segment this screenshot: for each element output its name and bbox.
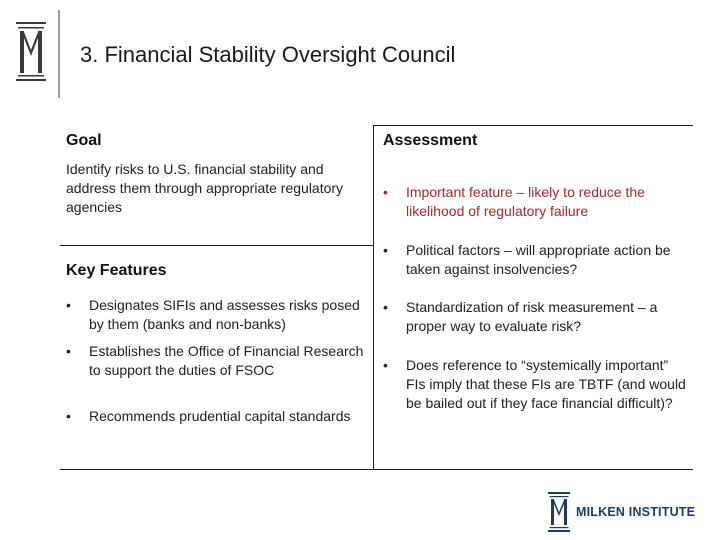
table-top-rule	[373, 125, 693, 126]
assessment-text: Does reference to “systemically important” FIs imply that these FIs are TBTF (and would be bailed out if they face financial difficult)?	[406, 357, 686, 411]
milken-logo-icon	[16, 22, 46, 82]
bullet-glyph: •	[66, 343, 71, 359]
bullet-glyph: •	[66, 408, 71, 424]
goal-text: Identify risks to U.S. financial stability and address them through appropriate regulatory agencies	[66, 161, 344, 215]
bullet-glyph: •	[383, 242, 388, 258]
assessment-item	[383, 356, 688, 413]
table-column-divider	[373, 125, 374, 469]
bullet-glyph: •	[383, 184, 388, 200]
feature-text: Designates SIFIs and assesses risks posed by them (banks and non-banks)	[89, 297, 360, 332]
feature-text: Establishes the Office of Financial Research to support the duties of FSOC	[89, 343, 364, 378]
feature-text: Recommends prudential capital standards	[89, 408, 351, 424]
assessment-text: Political factors – will appropriate action be taken against insolvencies?	[406, 242, 671, 277]
goal-heading: Goal	[66, 132, 102, 149]
assessment-item	[383, 183, 688, 221]
left-section-divider	[60, 245, 373, 246]
bullet-glyph: •	[66, 297, 71, 313]
header-divider	[58, 10, 60, 98]
brand-wordmark: MILKEN INSTITUTE	[576, 505, 696, 519]
assessment-text: Important feature – likely to reduce the likelihood of regulatory failure	[406, 184, 645, 219]
slide-title: 3. Financial Stability Oversight Council	[80, 42, 456, 67]
assessment-heading: Assessment	[383, 132, 478, 149]
feature-item	[66, 296, 370, 334]
bullet-glyph: •	[383, 357, 388, 373]
bullet-glyph: •	[383, 299, 388, 315]
key-features-heading: Key Features	[66, 262, 167, 279]
feature-item	[66, 407, 370, 426]
assessment-text: Standardization of risk measurement – a proper way to evaluate risk?	[406, 299, 658, 334]
milken-logo-icon	[548, 492, 570, 532]
assessment-item	[383, 298, 688, 336]
assessment-item	[383, 241, 688, 279]
feature-item	[66, 342, 370, 380]
table-bottom-rule	[60, 469, 693, 470]
